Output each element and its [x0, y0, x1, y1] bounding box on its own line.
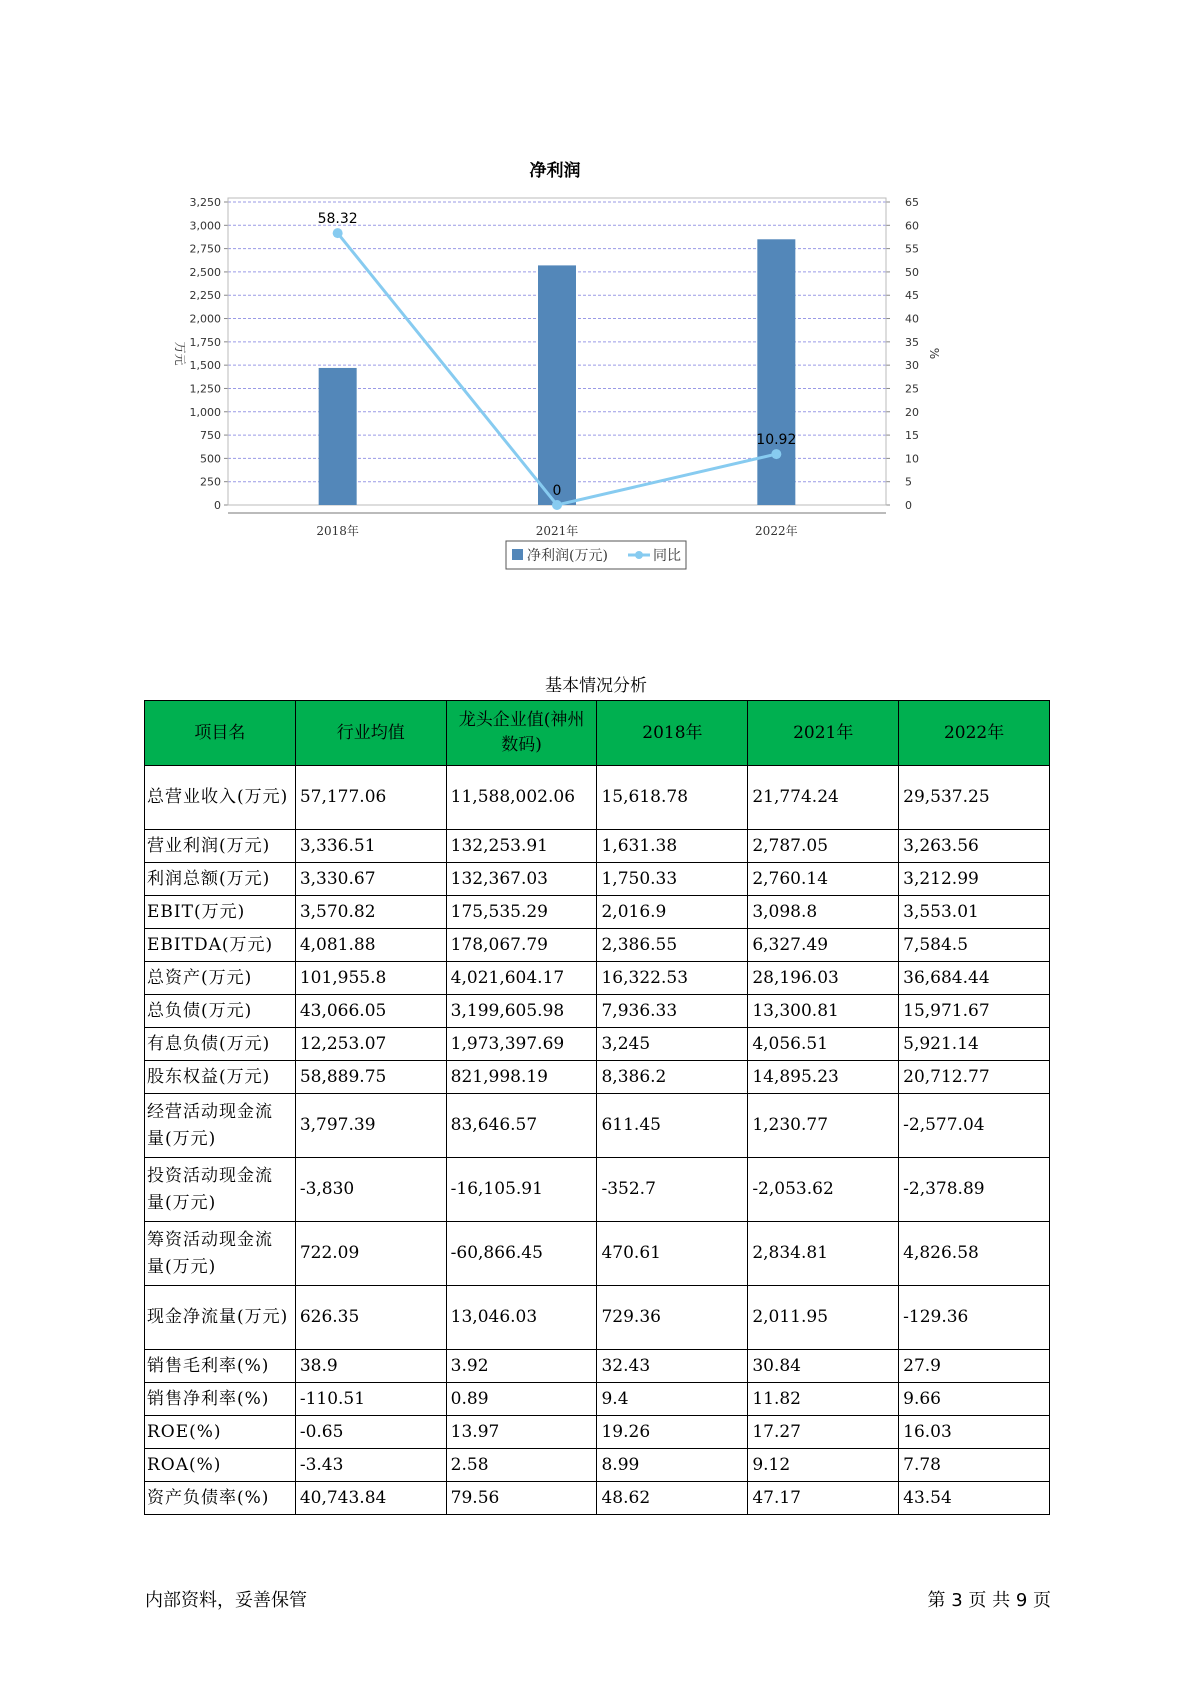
point-yoy	[771, 449, 781, 459]
value-cell: 470.61	[597, 1222, 748, 1286]
value-cell: -129.36	[899, 1286, 1050, 1350]
row-label-cell: EBIT(万元)	[145, 896, 296, 929]
value-cell: 43.54	[899, 1482, 1050, 1515]
value-cell: 4,081.88	[295, 929, 446, 962]
value-cell: 9.12	[748, 1449, 899, 1482]
value-cell: 2,834.81	[748, 1222, 899, 1286]
header-cell: 行业均值	[295, 701, 446, 766]
value-cell: 30.84	[748, 1350, 899, 1383]
bar-net-profit	[319, 368, 357, 505]
row-label-cell: 投资活动现金流量(万元)	[145, 1158, 296, 1222]
table-row	[145, 1350, 1050, 1383]
value-cell: 3,553.01	[899, 896, 1050, 929]
value-cell: 8,386.2	[597, 1061, 748, 1094]
row-label-cell: 总负债(万元)	[145, 995, 296, 1028]
table-row	[145, 1482, 1050, 1515]
value-cell: 3,797.39	[295, 1094, 446, 1158]
value-cell: 1,631.38	[597, 830, 748, 863]
row-label-cell: EBITDA(万元)	[145, 929, 296, 962]
y-tick-label: 1,250	[189, 382, 221, 396]
value-cell: -352.7	[597, 1158, 748, 1222]
legend-swatch-point	[635, 551, 643, 559]
value-cell: -60,866.45	[446, 1222, 597, 1286]
header-cell: 龙头企业值(神州数码)	[446, 701, 597, 766]
value-cell: 2,016.9	[597, 896, 748, 929]
data-label-yoy: 58.32	[317, 211, 358, 228]
row-label-cell: 利润总额(万元)	[145, 863, 296, 896]
bar-net-profit	[757, 239, 795, 505]
legend-label-line: 同比	[653, 548, 681, 564]
value-cell: 83,646.57	[446, 1094, 597, 1158]
value-cell: 3,098.8	[748, 896, 899, 929]
row-label-cell: 经营活动现金流量(万元)	[145, 1094, 296, 1158]
table-row	[145, 929, 1050, 962]
value-cell: 48.62	[597, 1482, 748, 1515]
footer-confidential-note: 内部资料，妥善保管	[145, 1590, 307, 1611]
value-cell: 821,998.19	[446, 1061, 597, 1094]
y2-tick-label: 15	[905, 429, 919, 443]
value-cell: 611.45	[597, 1094, 748, 1158]
y-tick-label: 1,500	[189, 359, 221, 373]
value-cell: 3.92	[446, 1350, 597, 1383]
y-tick-label: 250	[200, 475, 221, 489]
y-tick-label: 2,000	[189, 312, 221, 326]
y2-tick-label: 65	[905, 196, 919, 209]
row-label-cell: 股东权益(万元)	[145, 1061, 296, 1094]
table-row	[145, 1094, 1050, 1158]
y-tick-label: 0	[214, 499, 221, 512]
table-row	[145, 1028, 1050, 1061]
value-cell: 3,263.56	[899, 830, 1050, 863]
table-row	[145, 766, 1050, 830]
value-cell: 132,253.91	[446, 830, 597, 863]
y-tick-label: 1,000	[189, 405, 221, 419]
y2-tick-label: 5	[905, 475, 912, 489]
y-tick-label: 1,750	[189, 335, 221, 349]
point-yoy	[552, 500, 562, 510]
y-tick-label: 2,500	[189, 265, 221, 279]
value-cell: 13.97	[446, 1416, 597, 1449]
row-label-cell: 总营业收入(万元)	[145, 766, 296, 830]
row-label-cell: 总资产(万元)	[145, 962, 296, 995]
value-cell: 36,684.44	[899, 962, 1050, 995]
value-cell: 3,199,605.98	[446, 995, 597, 1028]
value-cell: 729.36	[597, 1286, 748, 1350]
value-cell: -3.43	[295, 1449, 446, 1482]
table-row	[145, 1158, 1050, 1222]
x-tick-label: 2022年	[755, 524, 798, 538]
value-cell: -2,053.62	[748, 1158, 899, 1222]
table-row	[145, 995, 1050, 1028]
value-cell: 3,336.51	[295, 830, 446, 863]
y-axis-label: 万元	[173, 341, 187, 366]
bar-net-profit	[538, 265, 576, 505]
value-cell: 4,826.58	[899, 1222, 1050, 1286]
value-cell: 2.58	[446, 1449, 597, 1482]
value-cell: 11.82	[748, 1383, 899, 1416]
y2-tick-label: 25	[905, 382, 919, 396]
value-cell: 47.17	[748, 1482, 899, 1515]
x-tick-label: 2018年	[316, 524, 359, 538]
value-cell: 15,971.67	[899, 995, 1050, 1028]
row-label-cell: 有息负债(万元)	[145, 1028, 296, 1061]
header-cell: 2018年	[597, 701, 748, 766]
value-cell: 7,584.5	[899, 929, 1050, 962]
value-cell: 11,588,002.06	[446, 766, 597, 830]
header-cell: 2021年	[748, 701, 899, 766]
value-cell: -0.65	[295, 1416, 446, 1449]
value-cell: 8.99	[597, 1449, 748, 1482]
value-cell: 12,253.07	[295, 1028, 446, 1061]
value-cell: -110.51	[295, 1383, 446, 1416]
value-cell: 4,056.51	[748, 1028, 899, 1061]
value-cell: 20,712.77	[899, 1061, 1050, 1094]
value-cell: 101,955.8	[295, 962, 446, 995]
value-cell: -3,830	[295, 1158, 446, 1222]
value-cell: 722.09	[295, 1222, 446, 1286]
y2-tick-label: 55	[905, 242, 919, 256]
legend-swatch-bar	[512, 549, 523, 560]
value-cell: 29,537.25	[899, 766, 1050, 830]
value-cell: 2,011.95	[748, 1286, 899, 1350]
value-cell: 7,936.33	[597, 995, 748, 1028]
value-cell: 1,750.33	[597, 863, 748, 896]
value-cell: 1,230.77	[748, 1094, 899, 1158]
value-cell: 28,196.03	[748, 962, 899, 995]
table-row	[145, 1286, 1050, 1350]
y2-tick-label: 35	[905, 335, 919, 349]
y2-tick-label: 20	[905, 405, 919, 419]
value-cell: 21,774.24	[748, 766, 899, 830]
chart-title: 净利润	[529, 161, 581, 181]
y2-tick-label: 10	[905, 452, 919, 466]
value-cell: 16,322.53	[597, 962, 748, 995]
value-cell: 1,973,397.69	[446, 1028, 597, 1061]
value-cell: -16,105.91	[446, 1158, 597, 1222]
value-cell: 175,535.29	[446, 896, 597, 929]
row-label-cell: ROE(%)	[145, 1416, 296, 1449]
table-header-row	[145, 701, 1050, 766]
y2-tick-label: 50	[905, 265, 919, 279]
table-row	[145, 1222, 1050, 1286]
value-cell: -2,577.04	[899, 1094, 1050, 1158]
data-label-yoy: 0	[552, 483, 562, 499]
value-cell: 0.89	[446, 1383, 597, 1416]
value-cell: 2,787.05	[748, 830, 899, 863]
value-cell: 3,330.67	[295, 863, 446, 896]
basic-analysis-table	[144, 700, 1050, 1515]
value-cell: 17.27	[748, 1416, 899, 1449]
y-tick-label: 2,750	[189, 242, 221, 256]
header-cell: 2022年	[899, 701, 1050, 766]
value-cell: 3,245	[597, 1028, 748, 1061]
value-cell: 58,889.75	[295, 1061, 446, 1094]
table-body	[145, 766, 1050, 1515]
data-label-yoy: 10.92	[756, 432, 797, 449]
value-cell: 43,066.05	[295, 995, 446, 1028]
value-cell: 14,895.23	[748, 1061, 899, 1094]
y-tick-label: 500	[200, 452, 221, 466]
table-caption: 基本情况分析	[545, 676, 647, 696]
row-label-cell: 营业利润(万元)	[145, 830, 296, 863]
value-cell: 9.4	[597, 1383, 748, 1416]
table-row	[145, 863, 1050, 896]
value-cell: 3,570.82	[295, 896, 446, 929]
value-cell: 626.35	[295, 1286, 446, 1350]
row-label-cell: ROA(%)	[145, 1449, 296, 1482]
value-cell: 38.9	[295, 1350, 446, 1383]
table-row	[145, 1383, 1050, 1416]
table-row	[145, 1061, 1050, 1094]
y-tick-label: 750	[200, 429, 221, 443]
value-cell: 132,367.03	[446, 863, 597, 896]
row-label-cell: 销售毛利率(%)	[145, 1350, 296, 1383]
y-tick-label: 3,250	[189, 196, 221, 209]
value-cell: 13,300.81	[748, 995, 899, 1028]
value-cell: 57,177.06	[295, 766, 446, 830]
legend-label-bar: 净利润(万元)	[527, 548, 608, 564]
value-cell: 2,386.55	[597, 929, 748, 962]
row-label-cell: 现金净流量(万元)	[145, 1286, 296, 1350]
value-cell: 4,021,604.17	[446, 962, 597, 995]
row-label-cell: 资产负债率(%)	[145, 1482, 296, 1515]
value-cell: 178,067.79	[446, 929, 597, 962]
y2-tick-label: 40	[905, 312, 919, 326]
table-row	[145, 962, 1050, 995]
y-tick-label: 3,000	[189, 219, 221, 233]
header-cell: 项目名	[145, 701, 296, 766]
net-profit-chart	[150, 160, 1030, 630]
value-cell: 9.66	[899, 1383, 1050, 1416]
y2-tick-label: 0	[905, 499, 912, 512]
value-cell: 32.43	[597, 1350, 748, 1383]
point-yoy	[333, 228, 343, 238]
table-row	[145, 1416, 1050, 1449]
y2-tick-label: 45	[905, 289, 919, 303]
value-cell: 7.78	[899, 1449, 1050, 1482]
value-cell: 79.56	[446, 1482, 597, 1515]
table-row	[145, 1449, 1050, 1482]
y2-tick-label: 60	[905, 219, 919, 233]
table-row	[145, 896, 1050, 929]
value-cell: 2,760.14	[748, 863, 899, 896]
footer-page-number: 第 3 页 共 9 页	[927, 1590, 1051, 1611]
value-cell: 15,618.78	[597, 766, 748, 830]
value-cell: 16.03	[899, 1416, 1050, 1449]
x-tick-label: 2021年	[535, 524, 579, 538]
row-label-cell: 筹资活动现金流量(万元)	[145, 1222, 296, 1286]
y2-axis-label: %	[927, 347, 941, 360]
value-cell: 27.9	[899, 1350, 1050, 1383]
value-cell: 3,212.99	[899, 863, 1050, 896]
value-cell: 5,921.14	[899, 1028, 1050, 1061]
value-cell: 19.26	[597, 1416, 748, 1449]
row-label-cell: 销售净利率(%)	[145, 1383, 296, 1416]
value-cell: 6,327.49	[748, 929, 899, 962]
value-cell: -2,378.89	[899, 1158, 1050, 1222]
table-row	[145, 830, 1050, 863]
y2-tick-label: 30	[905, 359, 919, 373]
chart-svg	[150, 160, 1030, 630]
value-cell: 40,743.84	[295, 1482, 446, 1515]
value-cell: 13,046.03	[446, 1286, 597, 1350]
y-tick-label: 2,250	[189, 289, 221, 303]
